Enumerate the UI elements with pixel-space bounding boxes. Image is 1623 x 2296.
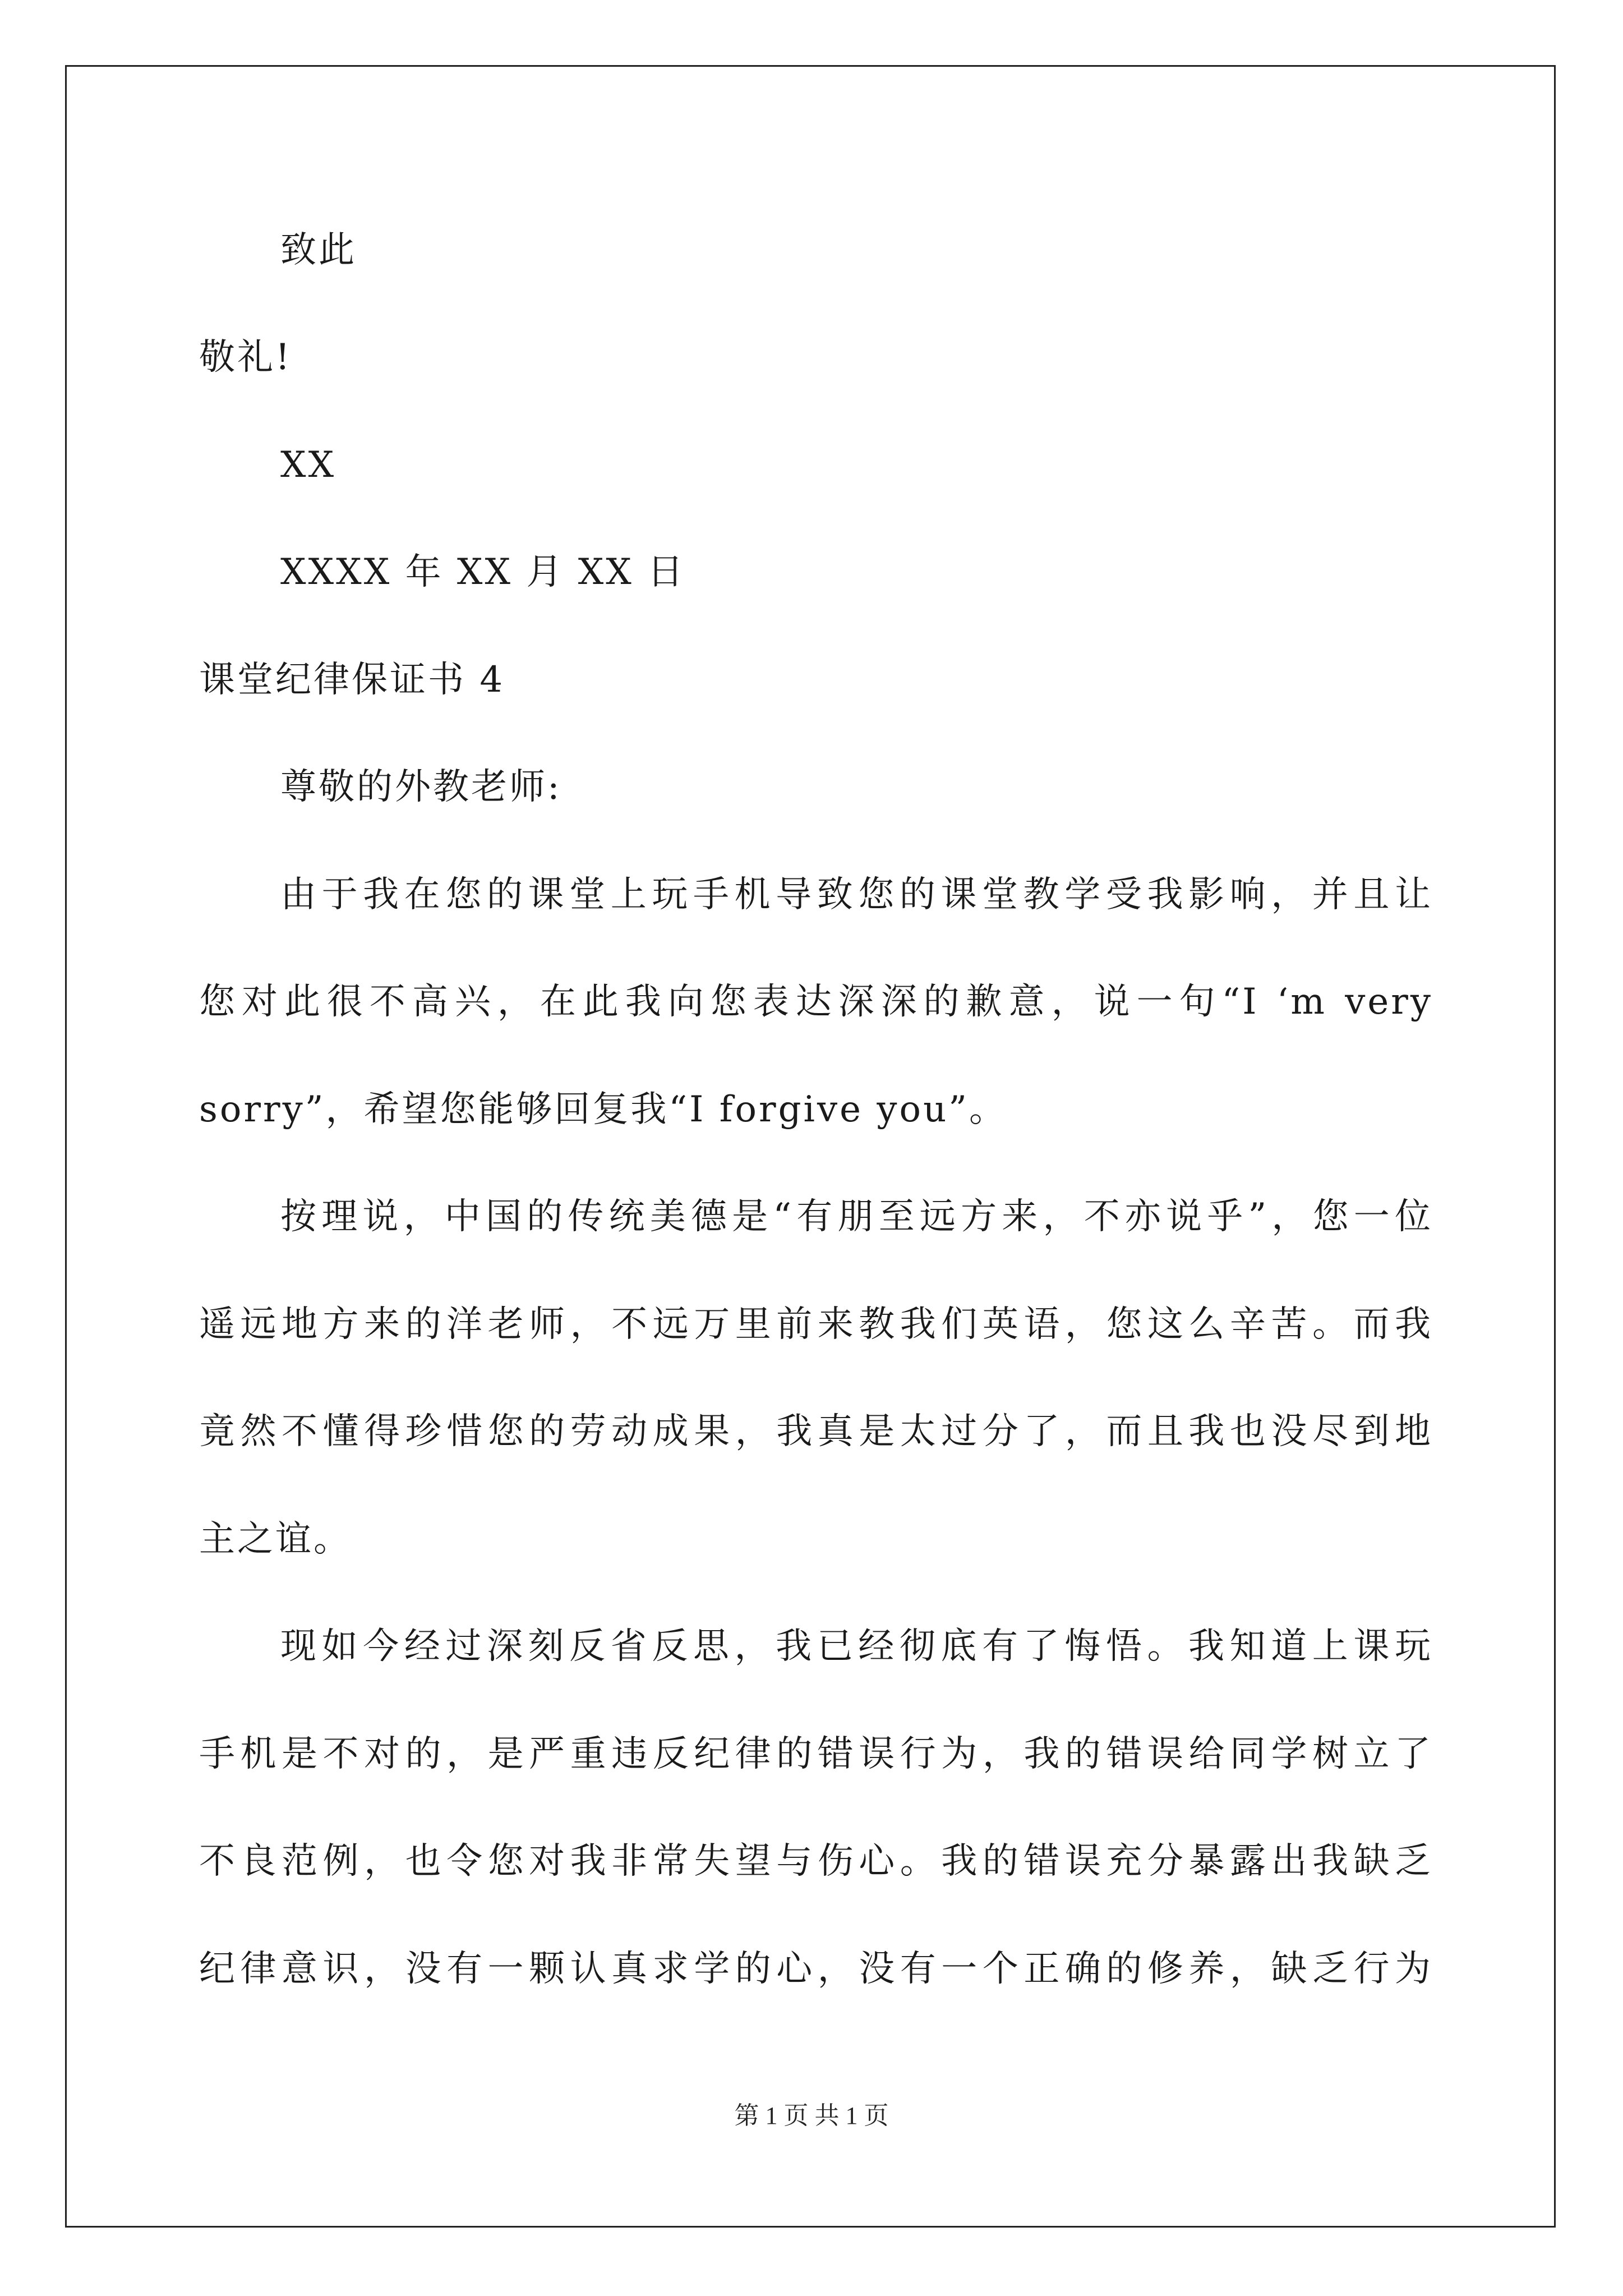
paragraph-3-line-3: 不良范例，也令您对我非常失望与伤心。我的错误充分暴露出我缺乏 [199, 1841, 1433, 1882]
paragraph-2-line-2: 遥远地方来的洋老师，不远万里前来教我们英语，您这么辛苦。而我 [199, 1304, 1433, 1345]
paragraph-3-line-1: 现如今经过深刻反省反思，我已经彻底有了悔悟。我知道上课玩 [280, 1626, 1433, 1667]
paragraph-2-line-1: 按理说，中国的传统美德是“有朋至远方来，不亦说乎”，您一位 [280, 1196, 1433, 1237]
paragraph-1-line-3: sorry”，希望您能够回复我“I forgive you”。 [199, 1089, 1008, 1130]
paragraph-1-line-1: 由于我在您的课堂上玩手机导致您的课堂教学受我影响，并且让 [280, 874, 1433, 915]
signature: XX [280, 444, 336, 486]
closing-salutation-1: 致此 [280, 229, 357, 271]
greeting: 尊敬的外教老师: [280, 766, 562, 808]
paragraph-2-line-4: 主之谊。 [199, 1519, 352, 1560]
page-border [65, 65, 1556, 2228]
paragraph-3-line-4: 纪律意识，没有一颗认真求学的心，没有一个正确的修养，缺乏行为 [199, 1948, 1433, 1990]
closing-salutation-2: 敬礼! [199, 337, 292, 378]
paragraph-2-line-3: 竟然不懂得珍惜您的劳动成果，我真是太过分了，而且我也没尽到地 [199, 1411, 1433, 1452]
paragraph-3-line-2: 手机是不对的，是严重违反纪律的错误行为，我的错误给同学树立了 [199, 1733, 1433, 1775]
signature-date: XXXX 年 XX 月 XX 日 [280, 551, 686, 593]
section-title: 课堂纪律保证书 4 [199, 659, 505, 701]
paragraph-1-line-2: 您对此很不高兴，在此我向您表达深深的歉意，说一句“I ‘m very [199, 981, 1433, 1023]
page-footer: 第 1 页 共 1 页 [734, 2102, 889, 2129]
